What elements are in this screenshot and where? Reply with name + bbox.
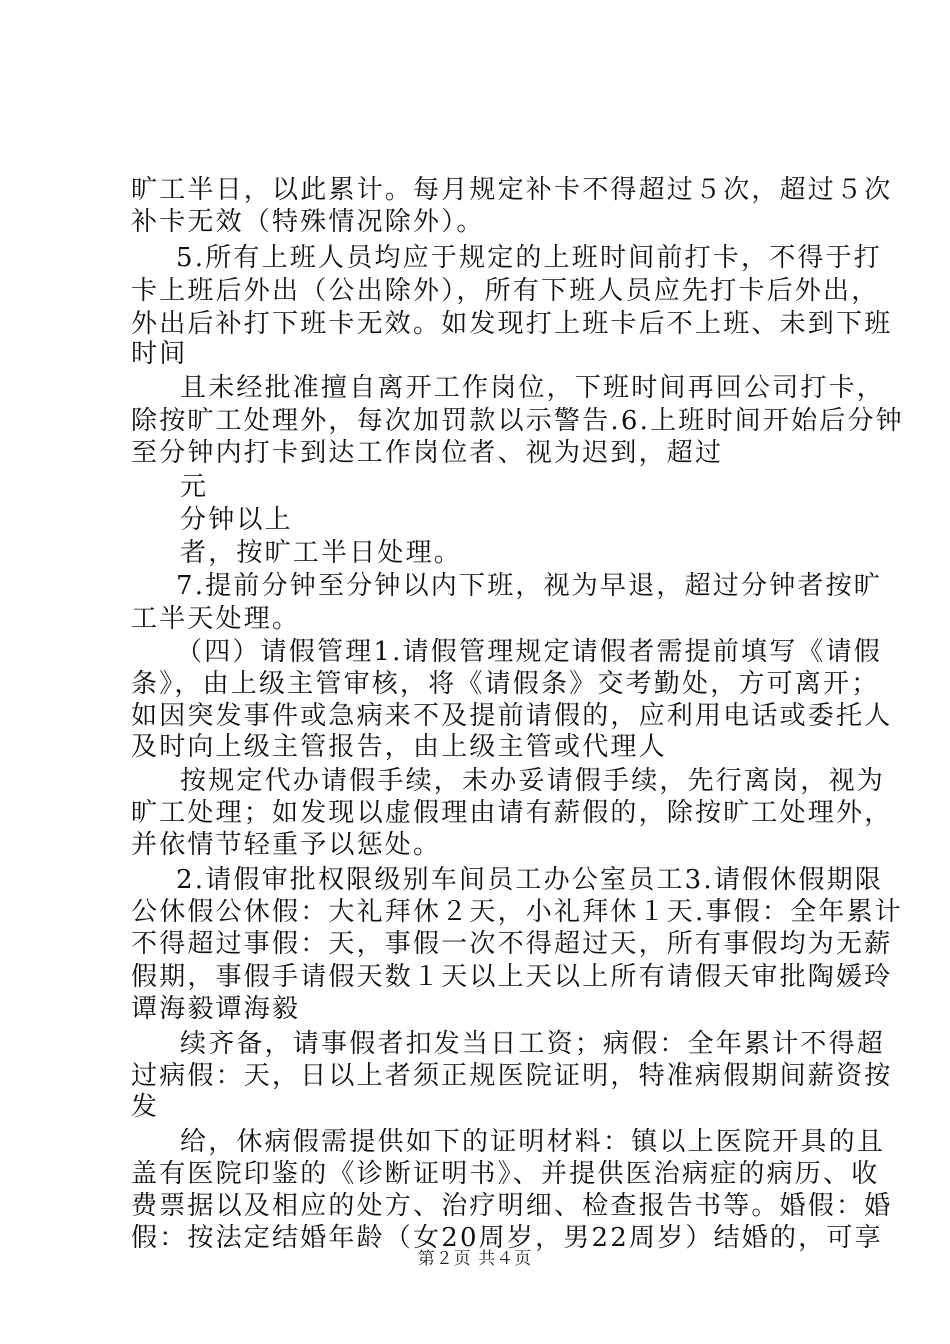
text-line: （四）请假管理1.请假管理规定请假者需提前填写《请假: [176, 637, 883, 667]
text-line: 盖有医院印鉴的《诊断证明书》、并提供医治病症的病历、收: [131, 1159, 880, 1189]
text-line: 5.所有上班人员均应于规定的上班时间前打卡，不得于打: [176, 243, 883, 273]
text-line: 续齐备，请事假者扣发当日工资；病假：全年累计不得超: [180, 1029, 886, 1059]
text-line: 并依情节轻重予以惩处。: [131, 830, 442, 860]
text-line: 谭海毅谭海毅: [131, 994, 301, 1024]
text-line: 及时向上级主管报告，由上级主管或代理人: [131, 732, 667, 762]
text-line: 时间: [131, 339, 188, 369]
text-line: 卡上班后外出（公出除外），所有下班人员应先打卡后外出，: [131, 276, 880, 306]
text-line: 外出后补打下班卡无效。如发现打上班卡后不上班、未到下班: [131, 309, 893, 339]
text-line: 不得超过事假：天，事假一次不得超过天，所有事假均为无薪: [131, 929, 893, 959]
text-line: 至分钟内打卡到达工作岗位者、视为迟到，超过: [131, 438, 724, 468]
text-line: 条》，由上级主管审核，将《请假条》交考勤处，方可离开；: [131, 669, 880, 699]
text-line: 费票据以及相应的处方、治疗明细、检查报告书等。婚假：婚: [131, 1191, 893, 1221]
text-line: 者，按旷工半日处理。: [180, 538, 463, 568]
text-line: 除按旷工处理外，每次加罚款以示警告.6.上班时间开始后分钟: [131, 406, 904, 436]
text-line: 元: [180, 472, 209, 502]
text-line: 按规定代办请假手续，未办妥请假手续，先行离岗，视为: [180, 766, 886, 796]
text-line: 旷工半日，以此累计。每月规定补卡不得超过５次，超过５次: [131, 175, 893, 205]
text-line: 发: [131, 1092, 160, 1122]
text-line: 2.请假审批权限级别车间员工办公室员工3.请假休假期限: [176, 865, 884, 895]
text-line: 假：按法定结婚年龄（女20周岁，男22周岁）结婚的，可享: [131, 1223, 883, 1253]
page-number-footer: 第２页 共４页: [417, 1249, 533, 1269]
text-line: 补卡无效（特殊情况除外）。: [131, 207, 485, 237]
text-line: 过病假：天，日以上者须正规医院证明，特准病假期间薪资按: [131, 1061, 893, 1091]
text-line: 旷工处理；如发现以虚假理由请有薪假的，除按旷工处理外，: [131, 798, 893, 828]
text-line: 工半天处理。: [131, 604, 301, 634]
text-line: 公休假公休假：大礼拜休２天，小礼拜休１天.事假：全年累计: [131, 897, 903, 927]
text-line: 如因突发事件或急病来不及提前请假的，应利用电话或委托人: [131, 701, 893, 731]
text-line: 7.提前分钟至分钟以内下班，视为早退，超过分钟者按旷: [176, 571, 883, 601]
text-line: 且未经批准擅自离开工作岗位，下班时间再回公司打卡，: [180, 373, 886, 403]
text-line: 给，休病假需提供如下的证明材料：镇以上医院开具的且: [180, 1127, 886, 1157]
text-line: 假期，事假手请假天数１天以上天以上所有请假天审批陶媛玲: [131, 962, 893, 992]
text-line: 分钟以上: [180, 505, 293, 535]
